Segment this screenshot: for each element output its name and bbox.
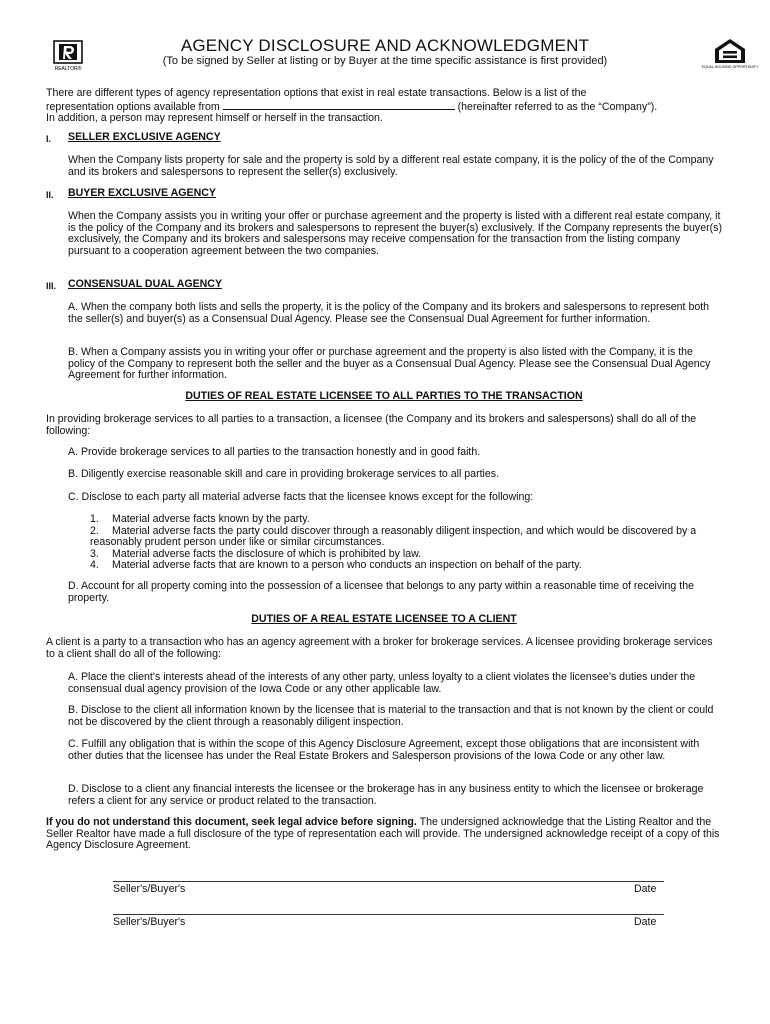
duties-all-sublist (90, 514, 702, 572)
eho-logo-text: EQUAL HOUSING OPPORTUNITY (701, 65, 759, 69)
duties-all-item-c: C. Disclose to each party all material adverse facts that the licensee knows except for the following: (68, 491, 534, 503)
closing-bold: If you do not understand this document, seek legal advice before signing. (46, 816, 417, 828)
duties-client-item-b: B. Disclose to the client all information known by the licensee that is material to the transaction and that is not known by the client or could not be discovered by the client through a reasonably diligent inspection. (68, 704, 714, 728)
sub-item-3-num: 3. (90, 547, 99, 560)
sub-item-2 (90, 526, 702, 549)
sub-item-4-num: 4. (90, 559, 99, 572)
date-label-2: Date (634, 916, 657, 928)
duties-client-intro: A client is a party to a transaction who has an agency agreement with a broker for brokerage services. A licensee providing brokerage services to a client shall do all of the following: (46, 636, 713, 660)
duties-client-item-d: D. Disclose to a client any financial interests the licensee or the brokerage has in any business entity to which the licensee or brokerage refers a client for any service or product related to the transaction. (68, 783, 704, 807)
duties-client-heading: DUTIES OF A REAL ESTATE LICENSEE TO A CLIENT (251, 613, 517, 625)
signature-line-1[interactable] (113, 881, 664, 882)
intro-line-1: There are different types of agency representation options that exist in real estate transactions. Below is a list of the (46, 87, 587, 99)
company-name-blank[interactable] (223, 100, 455, 110)
duties-client-item-c: C. Fulfill any obligation that is within the scope of this Agency Disclosure Agreement, except those obligations that are inconsistent with other duties that the licensee has under the Real Estate Brokers and Salesperson provisions of the Iowa Code or any other law. (68, 738, 700, 762)
realtor-logo-text: REALTOR® (54, 66, 82, 72)
sub-item-4-text: Material adverse facts that are known to a person who conducts an inspection on behalf of the party. (112, 559, 582, 572)
section-2-number: II. (46, 190, 54, 200)
section-3-text-b: B. When a Company assists you in writing your offer or purchase agreement and the property is also listed with the Company, it is the policy of the Company to represent both the seller and the buyer as a Consensual Dual Agency. Please see the Consensual Dual Agency Agreement for further information. (68, 346, 711, 382)
duties-all-intro: In providing brokerage services to all parties to a transaction, a licensee (the Company and its brokers and salespersons) shall do all of the following: (46, 413, 697, 437)
sub-item-1-text: Material adverse facts known by the party. (112, 513, 310, 525)
duties-all-heading: DUTIES OF REAL ESTATE LICENSEE TO ALL PARTIES TO THE TRANSACTION (185, 390, 583, 402)
page-title: AGENCY DISCLOSURE AND ACKNOWLEDGMENT (180, 36, 590, 55)
sub-item-1-num: 1. (90, 513, 99, 525)
page-subtitle: (To be signed by Seller at listing or by Buyer at the time specific assistance is first provided) (162, 55, 608, 67)
equal-housing-logo-icon (701, 37, 759, 73)
closing-rest: The undersigned acknowledge that the Listing Realtor and the Seller Realtor have made a full disclosure of the type of representation each will provide. The undersigned acknowledge receipt of a copy of this Agency Disclosure Agreement. (46, 816, 720, 852)
sub-item-2-num: 2. (90, 524, 99, 537)
signature-label-1: Seller's/Buyer's (113, 883, 186, 895)
section-2-heading: BUYER EXCLUSIVE AGENCY (68, 187, 216, 199)
intro-line-2b: (hereinafter referred to as the “Company”). (457, 100, 658, 113)
duties-client-item-a: A. Place the client’s interests ahead of the interests of any other party, unless loyalty to a client violates the licensee’s duties under the consensual dual agency provision of the Iowa Code or any other applicable law. (68, 671, 696, 695)
duties-all-item-d: D. Account for all property coming into the possession of a licensee that belongs to any party within a reasonable time of receiving the property. (68, 580, 694, 604)
section-1-text: When the Company lists property for sale and the property is sold by a different real estate company, it is the policy of the of the Company and its brokers and salespersons to represent the seller(s) exclusively. (68, 154, 714, 178)
sub-item-3-text: Material adverse facts the disclosure of which is prohibited by law. (112, 547, 422, 560)
section-2-text: When the Company assists you in writing your offer or purchase agreement and the property is listed with a different real estate company, it is the policy of the Company and its brokers and salespersons to represent the buyer(s) exclusively. If the Company represents the buyer(s) exclusively, the Company and its brokers and salespersons may receive compensation for the transaction from the listing company pursuant to a cooperation agreement between the two companies. (68, 210, 722, 257)
duties-all-item-a: A. Provide brokerage services to all parties to the transaction honestly and in good faith. (68, 446, 481, 458)
sub-item-4 (90, 560, 702, 572)
section-3-text-a: A. When the company both lists and sells the property, it is the policy of the Company and its brokers and salespersons to represent both the seller(s) and buyer(s) as a Consensual Dual Agency. Please see the Consensual Dual Agreement for further information. (68, 301, 710, 325)
duties-all-item-b: B. Diligently exercise reasonable skill and care in providing brokerage services to all parties. (68, 468, 500, 480)
intro-line-3: In addition, a person may represent himself or herself in the transaction. (46, 112, 383, 125)
intro-line-2a: representation options available from (46, 100, 220, 113)
realtor-logo-icon (53, 40, 83, 72)
section-3-number: III. (46, 281, 57, 291)
section-3-heading: CONSENSUAL DUAL AGENCY (68, 278, 223, 290)
closing-paragraph (46, 817, 722, 852)
signature-label-2: Seller's/Buyer's (113, 916, 186, 928)
intro-line-2 (46, 100, 722, 114)
section-1-heading: SELLER EXCLUSIVE AGENCY (68, 131, 221, 143)
date-label-1: Date (634, 883, 657, 895)
sub-item-2-text: Material adverse facts the party could discover through a reasonably diligent inspection, and which would be discovered by a reasonably prudent person under like or similar circumstances. (90, 524, 697, 549)
section-1-number: I. (46, 134, 52, 144)
intro-paragraph (46, 88, 722, 125)
signature-line-2[interactable] (113, 914, 664, 915)
